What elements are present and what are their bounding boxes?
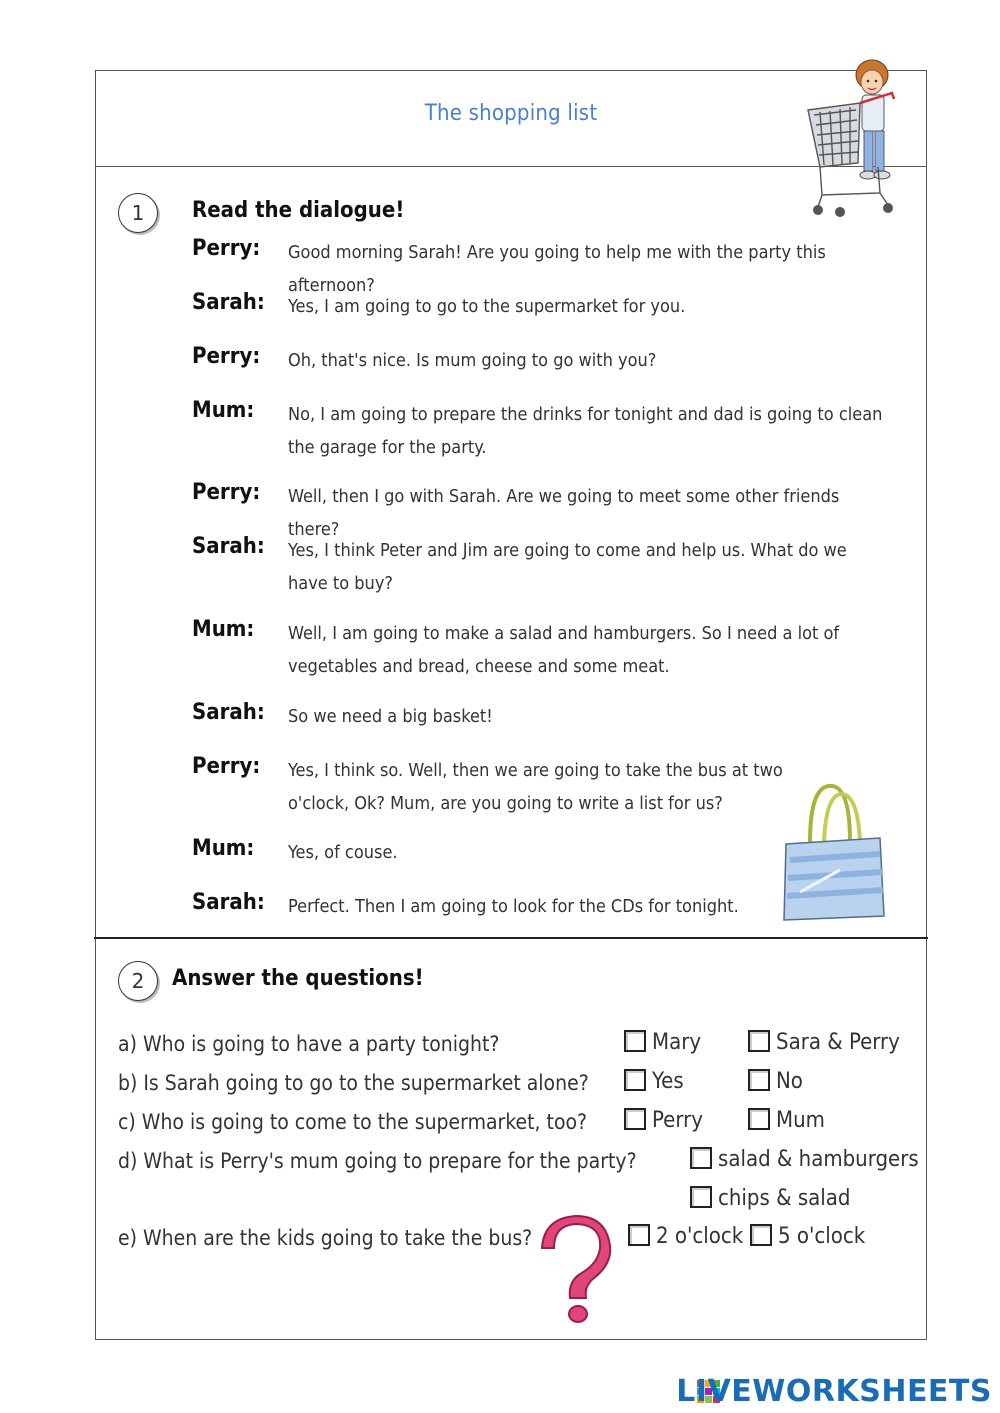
speaker-label: Perry: [192,480,261,505]
answer-option[interactable] [690,1186,850,1211]
answer-option[interactable] [748,1108,825,1133]
speaker-label: Perry: [192,344,261,369]
question-text: e) When are the kids going to take the bus? [118,1226,533,1250]
worksheet-title: The shopping list [424,101,598,126]
section2-number: 2 [118,961,158,1001]
checkbox[interactable] [748,1069,770,1091]
dialogue-text: Yes, of couse. [288,842,398,863]
dialogue-text: Yes, I think so. Well, then we are going to take the bus at two o'clock, Ok? Mum, are you going to write a list for us? [288,760,783,814]
speaker-label: Mum: [192,617,255,642]
option-label: salad & hamburgers [718,1147,919,1172]
dialogue-text: No, I am going to prepare the drinks for tonight and dad is going to clean the garage for the party. [288,404,883,458]
option-label: Mum [776,1108,825,1133]
speaker-label: Perry: [192,754,261,779]
question-text: c) Who is going to come to the supermarket, too? [118,1110,588,1134]
shopping-bag-illustration [780,782,892,924]
dialogue-text: Well, then I go with Sarah. Are we going to meet some other friends there? [288,486,840,540]
answer-option[interactable] [748,1030,900,1055]
option-label: Yes [652,1069,684,1094]
speaker-label: Sarah: [192,534,265,559]
speaker-label: Mum: [192,836,255,861]
answer-option[interactable] [624,1069,684,1094]
dialogue-text: Oh, that's nice. Is mum going to go with you? [288,350,657,371]
dialogue-text: Yes, I think Peter and Jim are going to come and help us. What do we have to buy? [288,540,847,594]
question-text: d) What is Perry's mum going to prepare for the party? [118,1149,637,1173]
checkbox[interactable] [690,1186,712,1208]
checkbox[interactable] [624,1030,646,1052]
answer-option[interactable] [750,1224,865,1249]
answer-option[interactable] [690,1147,919,1172]
section-divider [94,937,928,939]
dialogue-text: Good morning Sarah! Are you going to help me with the party this afternoon? [288,242,826,296]
speaker-label: Sarah: [192,890,265,915]
checkbox[interactable] [748,1108,770,1130]
section2-heading: Answer the questions! [172,966,424,991]
option-label: 5 o'clock [778,1224,866,1249]
answer-option[interactable] [748,1069,803,1094]
option-label: No [776,1069,803,1094]
answer-option[interactable] [624,1108,703,1133]
option-label: 2 o'clock [656,1224,744,1249]
answer-option[interactable] [628,1224,743,1249]
section1-heading: Read the dialogue! [192,198,405,223]
dialogue-text: So we need a big basket! [288,706,493,727]
checkbox[interactable] [748,1030,770,1052]
checkbox[interactable] [624,1069,646,1091]
question-text: b) Is Sarah going to go to the supermarket alone? [118,1071,589,1095]
speaker-label: Mum: [192,398,255,423]
shopping-cart-boy-illustration [800,55,912,220]
dialogue-text: Well, I am going to make a salad and hamburgers. So I need a lot of vegetables and bread, cheese and some meat. [288,623,840,677]
speaker-label: Sarah: [192,290,265,315]
checkbox[interactable] [750,1224,772,1246]
brand-footer: LIVEWORKSHEETS [676,1374,992,1409]
question-mark-icon [540,1210,612,1330]
option-label: Mary [652,1030,702,1055]
section1-number: 1 [118,193,158,233]
option-label: Sara & Perry [776,1030,900,1055]
answer-option[interactable] [624,1030,701,1055]
option-label: Perry [652,1108,703,1133]
checkbox[interactable] [690,1147,712,1169]
checkbox[interactable] [628,1224,650,1246]
option-label: chips & salad [718,1186,851,1211]
question-text: a) Who is going to have a party tonight? [118,1032,500,1056]
speaker-label: Sarah: [192,700,265,725]
dialogue-text: Yes, I am going to go to the supermarket for you. [288,296,686,317]
speaker-label: Perry: [192,236,261,261]
checkbox[interactable] [624,1108,646,1130]
dialogue-text: Perfect. Then I am going to look for the CDs for tonight. [288,896,739,917]
